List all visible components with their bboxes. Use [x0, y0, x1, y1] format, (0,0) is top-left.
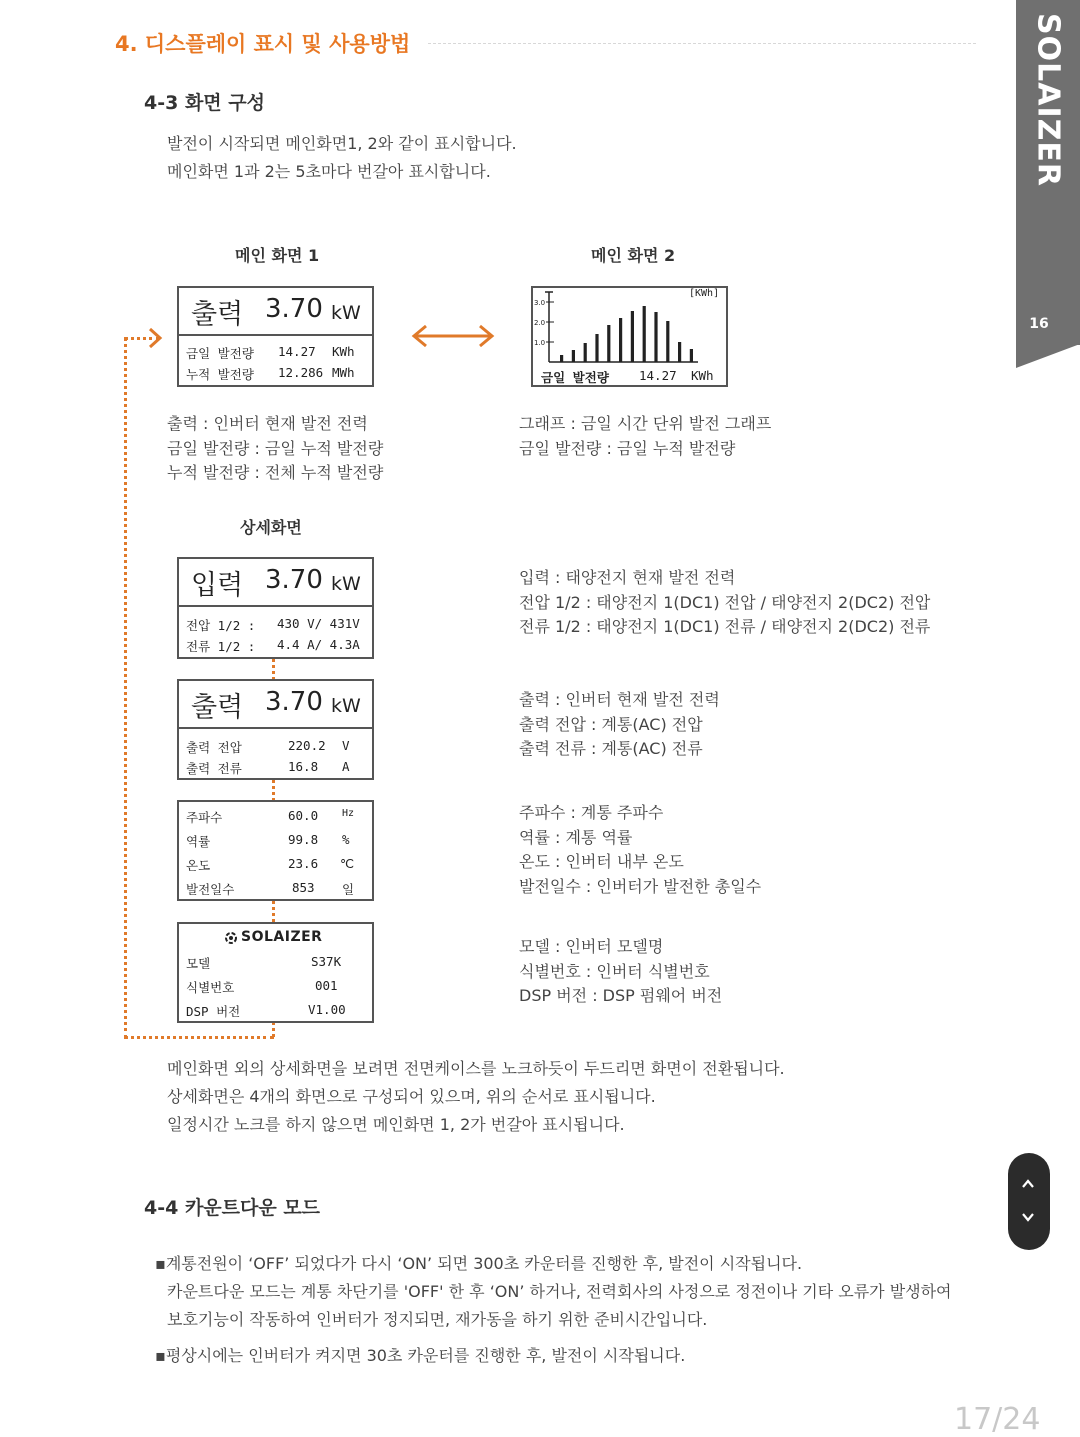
- detail-screen-4-display: [177, 922, 374, 1023]
- sidebar-page-badge: 16: [1029, 316, 1049, 332]
- detail-screen-1-description: [519, 566, 930, 640]
- intro-paragraph: [167, 130, 517, 186]
- description-line: 누적 발전량 : 전체 누적 발전량: [167, 463, 384, 482]
- chart-bar: [666, 321, 669, 362]
- hourly-generation-chart: [533, 288, 726, 366]
- note-line: 일정시간 노크를 하지 않으면 메인화면 1, 2가 번갈아 표시됩니다.: [167, 1115, 625, 1134]
- bullet-text: 평상시에는 인버터가 켜지면 30초 카운터를 진행한 후, 발전이 시작됩니다.: [165, 1346, 686, 1365]
- display-row-name: 온도: [186, 858, 211, 873]
- main-screen-1-display: [177, 286, 374, 387]
- display-header: [179, 559, 372, 607]
- subsection-title-4-3: 4-3 화면 구성: [144, 92, 265, 114]
- detail-screen-4-description: [519, 935, 722, 1009]
- description-line: 출력 : 인버터 현재 발전 전력: [167, 414, 368, 433]
- display-row-value: 60.0: [288, 808, 319, 823]
- display-row-value: 12.286: [278, 365, 324, 380]
- display-row-name: 전압 1/2 :: [186, 618, 256, 633]
- main-screen-2-description: [519, 412, 771, 461]
- display-row-unit: KWh: [332, 344, 355, 359]
- chart-bar: [619, 318, 622, 362]
- detail-connector: [272, 901, 275, 922]
- display-row-unit: ℃: [340, 856, 355, 871]
- description-line: 출력 전압 : 계통(AC) 전압: [519, 714, 703, 734]
- detail-screen-label: 상세화면: [240, 518, 302, 537]
- display-row-unit: V: [342, 738, 350, 753]
- display-row-name: 식별번호: [186, 980, 235, 995]
- description-line: DSP 버전 : DSP 펌웨어 버전: [519, 986, 723, 1005]
- subsection-title-4-4: 4-4 카운트다운 모드: [144, 1197, 321, 1219]
- display-row-value: 99.8: [288, 832, 319, 847]
- loop-arrow-icon: [146, 326, 164, 350]
- detail-screen-3-description: [519, 801, 761, 899]
- chart-bar: [654, 312, 657, 362]
- display-row-name: 누적 발전량: [186, 367, 254, 382]
- bullet-icon: ▪: [155, 1254, 166, 1273]
- detail-connector: [272, 1022, 275, 1037]
- display-header: [179, 681, 372, 729]
- chart-unit-label: [KWh]: [689, 288, 720, 299]
- detail-screen-2-description: [519, 688, 720, 762]
- countdown-bullet-1: [155, 1250, 952, 1334]
- description-line: 출력 : 인버터 현재 발전 전력: [519, 690, 720, 709]
- display-row-value: 430 V/ 431V: [277, 616, 360, 631]
- description-line: 역률 : 계통 역률: [519, 827, 633, 847]
- title-divider: [428, 43, 976, 44]
- detail-connector: [272, 780, 275, 801]
- main-screen-2-label: 메인 화면 2: [591, 246, 676, 265]
- description-line: 주파수 : 계통 주파수: [519, 803, 664, 822]
- display-row-value: 16.8: [288, 759, 319, 774]
- loop-connector-vertical: [124, 337, 127, 1039]
- display-big-value: 3.70: [265, 565, 323, 595]
- chart-bar: [631, 311, 634, 362]
- intro-line: 발전이 시작되면 메인화면1, 2와 같이 표시합니다.: [167, 134, 517, 153]
- chart-tick-label: 2.0: [534, 319, 546, 327]
- detail-screen-2-display: [177, 679, 374, 780]
- display-row-name: 출력 전압: [186, 740, 242, 755]
- display-row-unit: Hz: [342, 808, 355, 819]
- display-row-name: 금일 발전량: [186, 346, 254, 361]
- description-line: 전류 1/2 : 태양전지 1(DC1) 전류 / 태양전지 2(DC2) 전류: [519, 617, 931, 636]
- chevron-down-icon[interactable]: [1021, 1210, 1035, 1224]
- chart-bar: [678, 342, 681, 362]
- chart-bar: [690, 349, 693, 362]
- loop-connector-bottom: [124, 1036, 274, 1039]
- page-indicator: 17/24: [954, 1402, 1041, 1437]
- display-row-value: 4.4 A/ 4.3A: [277, 637, 360, 652]
- description-line: 금일 발전량 : 금일 누적 발전량: [167, 438, 384, 458]
- note-line: 상세화면은 4개의 화면으로 구성되어 있으며, 위의 순서로 표시됩니다.: [167, 1087, 656, 1106]
- chart-bar: [595, 334, 598, 362]
- section-title: 4. 디스플레이 표시 및 사용방법: [115, 32, 411, 56]
- detail-screen-notes: [167, 1055, 785, 1139]
- chart-bar: [584, 343, 587, 362]
- display-row-name: 역률: [186, 834, 211, 849]
- note-line: 메인화면 외의 상세화면을 보려면 전면케이스를 노크하듯이 두드리면 화면이 전환됩니다.: [167, 1059, 785, 1078]
- display-row-unit: KWh: [691, 368, 714, 383]
- description-line: 모델 : 인버터 모델명: [519, 937, 664, 956]
- display-row-unit: %: [342, 832, 350, 847]
- countdown-bullet-2: [155, 1342, 685, 1370]
- display-big-unit: kW: [331, 302, 361, 324]
- bullet-line: [155, 1250, 952, 1278]
- display-row-value: 853: [292, 880, 315, 895]
- description-line: 입력 : 태양전지 현재 발전 전력: [519, 568, 736, 587]
- display-row-value: V1.00: [308, 1002, 346, 1017]
- display-big-label: 출력: [191, 299, 244, 330]
- display-big-label: 입력: [191, 570, 244, 601]
- description-line: 전압 1/2 : 태양전지 1(DC1) 전압 / 태양전지 2(DC2) 전압: [519, 592, 931, 612]
- display-big-unit: kW: [331, 695, 361, 717]
- display-row-value: S37K: [311, 954, 342, 969]
- chart-bar: [560, 355, 563, 362]
- display-row-unit: A: [342, 759, 350, 774]
- bullet-line: 보호기능이 작동하여 인버터가 정지되면, 재가동을 하기 위한 준비시간입니다.: [167, 1310, 708, 1329]
- page-nav-control: [1008, 1153, 1050, 1250]
- display-row-name: 출력 전류: [186, 761, 242, 776]
- description-line: 식별번호 : 인버터 식별번호: [519, 961, 710, 981]
- chart-bar: [643, 306, 646, 362]
- double-arrow-icon: [408, 321, 498, 351]
- display-row-name: 주파수: [186, 810, 223, 825]
- detail-screen-3-display: [177, 800, 374, 901]
- display-row-name: 금일 발전량: [541, 370, 609, 385]
- display-big-unit: kW: [331, 573, 361, 595]
- bullet-text: 계통전원이 ‘OFF’ 되었다가 다시 ‘ON’ 되면 300초 카운터를 진행한 후, 발전이 시작됩니다.: [165, 1254, 803, 1273]
- display-row-name: 모델: [186, 956, 211, 971]
- display-row-value: 23.6: [288, 856, 319, 871]
- intro-line: 메인화면 1과 2는 5초마다 번갈아 표시합니다.: [167, 162, 491, 181]
- detail-connector: [272, 659, 275, 680]
- display-row-name: 발전일수: [186, 882, 235, 897]
- display-big-value: 3.70: [265, 687, 323, 717]
- detail-screen-1-display: [177, 557, 374, 659]
- chevron-up-icon[interactable]: [1021, 1177, 1035, 1191]
- display-row-name: 전류 1/2 :: [186, 639, 256, 654]
- display-big-label: 출력: [191, 692, 244, 723]
- display-header: [179, 288, 372, 336]
- display-row-value: 14.27: [639, 368, 677, 383]
- sidebar-tab-point: [1016, 344, 1080, 368]
- bullet-icon: ▪: [155, 1346, 166, 1365]
- display-row-value: 14.27: [278, 344, 316, 359]
- chart-tick-label: 3.0: [534, 299, 546, 307]
- display-row-value: 220.2: [288, 738, 326, 753]
- description-line: 온도 : 인버터 내부 온도: [519, 852, 684, 871]
- description-line: 출력 전류 : 계통(AC) 전류: [519, 739, 703, 758]
- display-row-unit: 일: [342, 882, 355, 897]
- display-row-value: 001: [315, 978, 338, 993]
- main-screen-2-display: [531, 286, 728, 387]
- display-row-unit: MWh: [332, 365, 355, 380]
- main-screen-1-label: 메인 화면 1: [235, 246, 320, 265]
- display-big-value: 3.70: [265, 294, 323, 324]
- description-line: 금일 발전량 : 금일 누적 발전량: [519, 438, 736, 458]
- sidebar-brand: SOLAIZER: [1030, 13, 1066, 187]
- chart-tick-label: 1.0: [534, 339, 546, 347]
- solaizer-logo-icon: [223, 930, 239, 946]
- description-line: 발전일수 : 인버터가 발전한 총일수: [519, 876, 762, 896]
- description-line: 그래프 : 금일 시간 단위 발전 그래프: [519, 414, 772, 433]
- chart-bar: [572, 350, 575, 362]
- solaizer-logo-text: SOLAIZER: [241, 929, 323, 945]
- display-row-name: DSP 버전: [186, 1004, 241, 1019]
- bullet-line: 카운트다운 모드는 계통 차단기를 'OFF' 한 후 ‘ON’ 하거나, 전력회사의 사정으로 정전이나 기타 오류가 발생하여: [167, 1282, 952, 1301]
- main-screen-1-description: [167, 412, 383, 486]
- chart-bar: [607, 325, 610, 362]
